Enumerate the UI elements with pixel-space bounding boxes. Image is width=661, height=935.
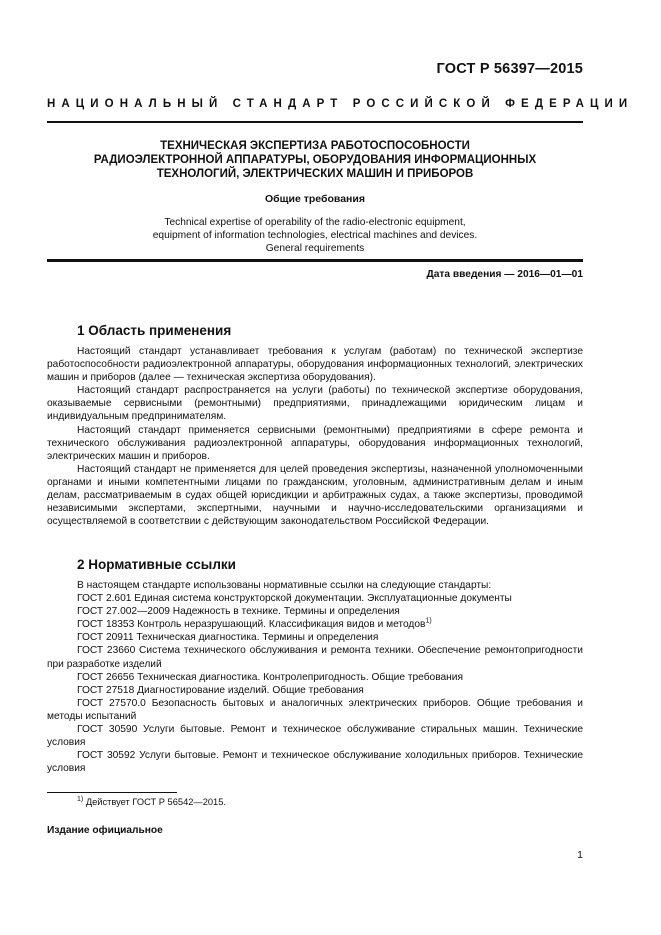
section-1-body bbox=[47, 345, 583, 528]
title-line-2: РАДИОЭЛЕКТРОННОЙ АППАРАТУРЫ, ОБОРУДОВАНИЯ ИНФОРМАЦИОННЫХ bbox=[93, 154, 537, 166]
top-divider bbox=[47, 121, 583, 123]
reference-item: ГОСТ 20911 Техническая диагностика. Термины и определения bbox=[77, 632, 379, 644]
reference-item: ГОСТ 27.002—2009 Надежность в технике. Термины и определения bbox=[77, 606, 400, 618]
reference-item: ГОСТ 27518 Диагностирование изделий. Общие требования bbox=[77, 684, 364, 696]
title-divider bbox=[47, 259, 583, 262]
reference-item bbox=[47, 618, 583, 631]
reference-item: ГОСТ 23660 Система технического обслуживания и ремонта техники. Обеспечение ремонтопригодности при разработке изделий bbox=[47, 645, 583, 670]
section-1-paragraph: Настоящий стандарт не применяется для целей проведения экспертизы, назначенной уполномоченными органами и иными компетентными лицами по гражданским, уголовным, административным делам и иным делам, рассматриваемым в судах общей юрисдикции и арбитражных судах, а также экспертизы, проводимой независимыми экспертами, экспертными, научными и научно-исследовательскими организациями и осуществляемой в соответствии с действующим законодательством Российской Федерации. bbox=[47, 463, 583, 528]
section-1-heading: 1 Область применения bbox=[77, 323, 232, 338]
reference-item: ГОСТ 30592 Услуги бытовые. Ремонт и техническое обслуживание холодильных приборов. Технические условия bbox=[47, 750, 583, 775]
section-2-heading: 2 Нормативные ссылки bbox=[77, 557, 236, 572]
title-line-1: ТЕХНИЧЕСКАЯ ЭКСПЕРТИЗА РАБОТОСПОСОБНОСТИ bbox=[160, 140, 470, 152]
reference-item: ГОСТ 27570.0 Безопасность бытовых и аналогичных электрических приборов. Общие требования и методы испытаний bbox=[47, 697, 583, 722]
section-2-intro: В настоящем стандарте использованы нормативные ссылки на следующие стандарты: bbox=[77, 580, 492, 591]
page-number: 1 bbox=[577, 849, 583, 861]
document-title bbox=[47, 139, 583, 181]
reference-text: ГОСТ 18353 Контроль неразрушающий. Классификация видов и методов bbox=[77, 619, 426, 631]
section-1-paragraph: Настоящий стандарт распространяется на услуги (работы) по технической экспертизе оборудования, оказываемые сервисными (ремонтными) предприятиями, принадлежащими юридическим лицам и индивидуальным предпринимателям. bbox=[47, 385, 583, 423]
reference-item: ГОСТ 26656 Техническая диагностика. Контролепригодность. Общие требования bbox=[77, 671, 464, 683]
english-title-line-3: General requirements bbox=[265, 243, 365, 254]
footnote-reference: 1) bbox=[425, 617, 432, 625]
footnote-mark: 1) bbox=[77, 795, 84, 803]
english-title bbox=[47, 216, 583, 255]
reference-item: ГОСТ 30590 Услуги бытовые. Ремонт и техническое обслуживание стиральных машин. Технические условия bbox=[47, 724, 583, 749]
footnote-text: Действует ГОСТ Р 56542—2015. bbox=[83, 797, 226, 807]
official-edition-label: Издание официальное bbox=[47, 825, 163, 836]
english-title-line-1: Technical expertise of operability of the radio-electronic equipment, bbox=[164, 217, 466, 228]
footnote-divider bbox=[47, 792, 177, 793]
section-2-body bbox=[47, 579, 583, 775]
section-1-paragraph: Настоящий стандарт устанавливает требования к услугам (работам) по технической экспертизе работоспособности радиоэлектронной аппаратуры, оборудования информационных технологий, электрических машин и приборов (далее — техническая экспертиза оборудования). bbox=[47, 346, 583, 384]
reference-item: ГОСТ 2.601 Единая система конструкторской документации. Эксплуатационные документы bbox=[77, 593, 512, 605]
title-line-3: ТЕХНОЛОГИЙ, ЭЛЕКТРИЧЕСКИХ МАШИН И ПРИБОРОВ bbox=[156, 168, 474, 180]
standard-number: ГОСТ Р 56397—2015 bbox=[436, 61, 583, 77]
document-subtitle: Общие требования bbox=[265, 193, 365, 205]
national-standard-heading: НАЦИОНАЛЬНЫЙ СТАНДАРТ РОССИЙСКОЙ ФЕДЕРАЦИИ bbox=[47, 98, 634, 110]
footnote bbox=[77, 797, 226, 807]
english-title-line-2: equipment of information technologies, electrical machines and devices. bbox=[152, 230, 478, 241]
introduction-date: Дата введения — 2016—01—01 bbox=[426, 269, 583, 280]
section-1-paragraph: Настоящий стандарт применяется сервисными (ремонтными) предприятиями в сфере ремонта и технического обслуживания радиоэлектронной аппаратуры, оборудования информационных технологий, электрических машин и приборов. bbox=[47, 424, 583, 462]
